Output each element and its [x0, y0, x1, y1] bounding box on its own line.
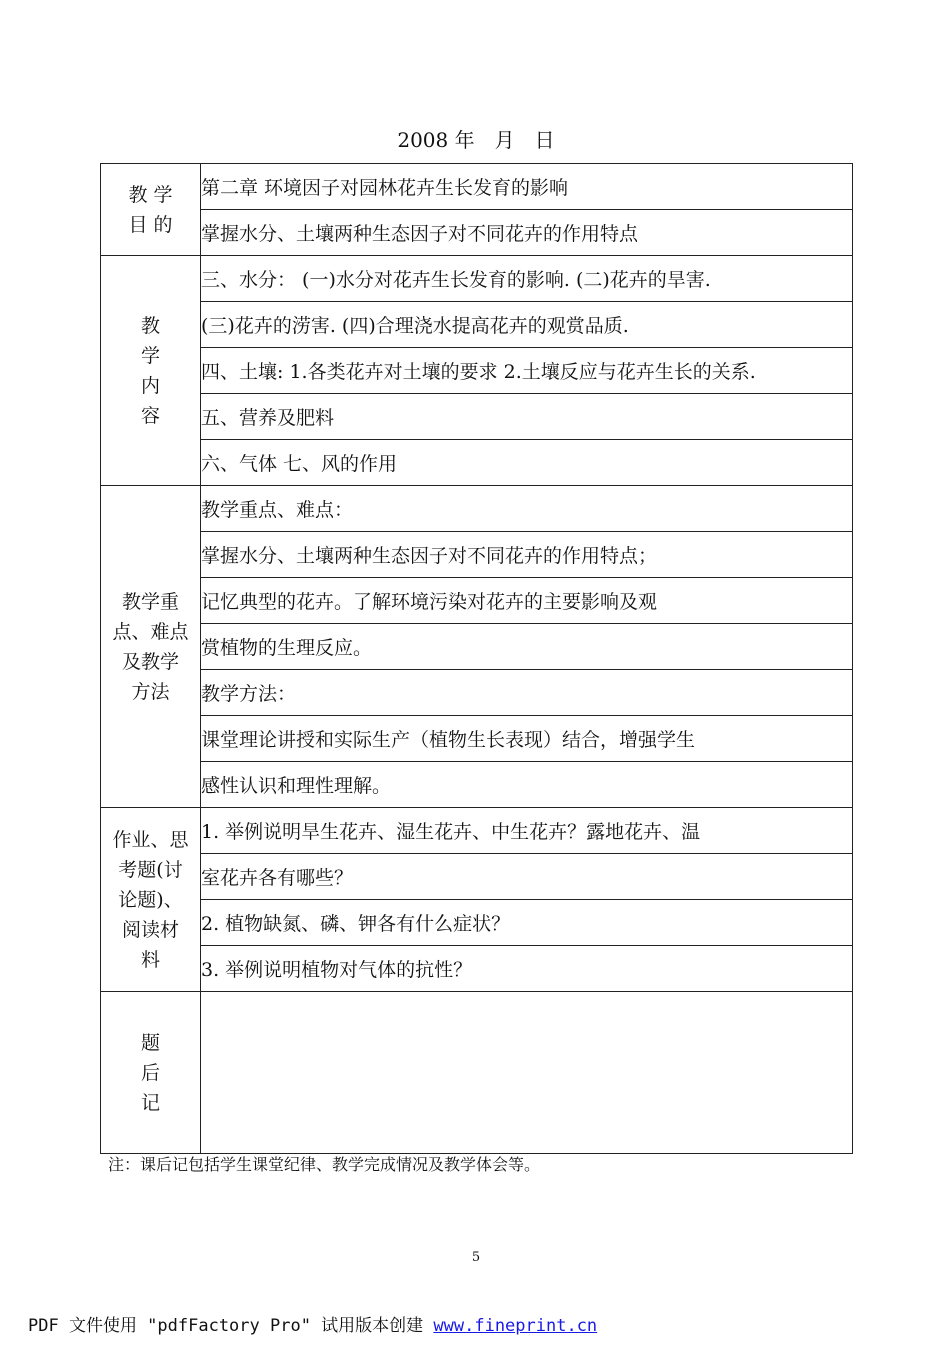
content-row: 三、水分： (一)水分对花卉生长发育的影响. (二)花卉的旱害.	[201, 256, 853, 302]
table-row	[101, 854, 853, 900]
table-row	[101, 440, 853, 486]
objective-row: 第二章 环境因子对园林花卉生长发育的影响	[201, 164, 853, 210]
table-row	[101, 394, 853, 440]
date-line: 2008 年 月 日	[397, 128, 555, 152]
footer-link[interactable]: www.fineprint.cn	[433, 1316, 598, 1336]
methods-row: 掌握水分、土壤两种生态因子对不同花卉的作用特点；	[201, 532, 853, 578]
objective-row: 掌握水分、土壤两种生态因子对不同花卉的作用特点	[201, 210, 853, 256]
postscript-cell	[201, 992, 853, 1154]
table-row	[101, 578, 853, 624]
homework-row: 1. 举例说明旱生花卉、湿生花卉、中生花卉？露地花卉、温	[201, 808, 853, 854]
table-row	[101, 210, 853, 256]
methods-row: 感性认识和理性理解。	[201, 762, 853, 808]
lesson-plan-table	[100, 163, 853, 1154]
content-row: 四、土壤: 1.各类花卉对土壤的要求 2.土壤反应与花卉生长的关系.	[201, 348, 853, 394]
methods-row: 记忆典型的花卉。了解环境污染对花卉的主要影响及观	[201, 578, 853, 624]
homework-row: 3. 举例说明植物对气体的抗性？	[201, 946, 853, 992]
content-row: 五、营养及肥料	[201, 394, 853, 440]
methods-row: 赏植物的生理反应。	[201, 624, 853, 670]
objective-label: 教 学 目 的	[101, 164, 201, 256]
footnote: 注：课后记包括学生课堂纪律、教学完成情况及教学体会等。	[108, 1155, 541, 1174]
footer-text: PDF 文件使用 "pdfFactory Pro" 试用版本创建	[28, 1316, 434, 1336]
table-row	[101, 992, 853, 1154]
table-row	[101, 670, 853, 716]
homework-row: 室花卉各有哪些？	[201, 854, 853, 900]
content-label: 教 学 内 容	[101, 256, 201, 486]
table-row	[101, 302, 853, 348]
table-row	[101, 624, 853, 670]
page-number: 5	[471, 1250, 481, 1265]
table-row	[101, 946, 853, 992]
table-row	[101, 486, 853, 532]
table-row	[101, 716, 853, 762]
postscript-label: 题 后 记	[101, 992, 201, 1154]
methods-row: 教学方法：	[201, 670, 853, 716]
table-row	[101, 762, 853, 808]
homework-label: 作业、思 考题(讨 论题)、 阅读材 料	[101, 808, 201, 992]
table-row	[101, 900, 853, 946]
methods-row: 课堂理论讲授和实际生产（植物生长表现）结合，增强学生	[201, 716, 853, 762]
table-row	[101, 164, 853, 210]
content-row: (三)花卉的涝害. (四)合理浇水提高花卉的观赏品质.	[201, 302, 853, 348]
table-row	[101, 532, 853, 578]
table-row	[101, 256, 853, 302]
methods-label: 教学重 点、难点 及教学 方法	[101, 486, 201, 808]
homework-row: 2. 植物缺氮、磷、钾各有什么症状？	[201, 900, 853, 946]
table-row	[101, 808, 853, 854]
methods-row: 教学重点、难点：	[201, 486, 853, 532]
pdf-footer	[28, 1311, 597, 1336]
content-row: 六、气体 七、风的作用	[201, 440, 853, 486]
table-row	[101, 348, 853, 394]
